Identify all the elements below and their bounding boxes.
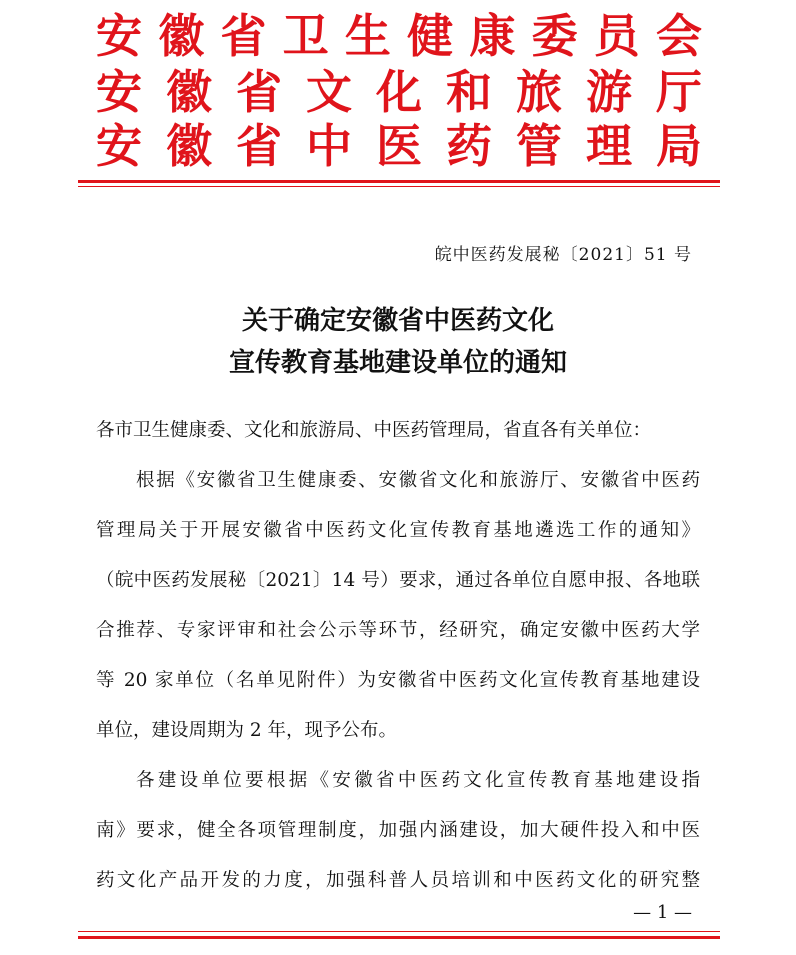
body-line: 等 20 家单位（名单见附件）为安徽省中医药文化宣传教育基地建设	[96, 670, 700, 691]
agency-name-tcm-bureau: 安 徽 省 中 医 药 管 理 局	[96, 119, 702, 173]
body-line: （皖中医药发展秘〔2021〕14 号）要求，通过各单位自愿申报、各地联	[96, 570, 700, 591]
salutation: 各市卫生健康委、文化和旅游局、中医药管理局，省直各有关单位：	[96, 420, 652, 441]
body-line: 管理局关于开展安徽省中医药文化宣传教育基地遴选工作的通知》	[96, 520, 700, 541]
body-line: 南》要求，健全各项管理制度，加强内涵建设，加大硬件投入和中医	[96, 820, 700, 841]
agency-name-health-commission: 安 徽 省 卫 生 健 康 委 员 会	[96, 9, 702, 63]
footer-divider-thin	[78, 931, 720, 932]
page-number: — 1 —	[633, 902, 692, 923]
footer-divider-thick	[78, 936, 720, 939]
document-title-line-2: 宣传教育基地建设单位的通知	[228, 348, 567, 378]
body-line: 根据《安徽省卫生健康委、安徽省文化和旅游厅、安徽省中医药	[136, 470, 700, 491]
header-divider-thick	[78, 180, 720, 183]
body-line: 单位，建设周期为 2 年，现予公布。	[96, 720, 398, 741]
agency-name-culture-tourism: 安 徽 省 文 化 和 旅 游 厅	[96, 65, 702, 119]
body-line: 合推荐、专家评审和社会公示等环节，经研究，确定安徽中医药大学	[96, 620, 700, 641]
document-number: 皖中医药发展秘〔2021〕51 号	[434, 245, 692, 265]
document-title-line-1: 关于确定安徽省中医药文化	[241, 306, 554, 336]
body-line: 各建设单位要根据《安徽省中医药文化宣传教育基地建设指	[136, 770, 700, 791]
body-line: 药文化产品开发的力度，加强科普人员培训和中医药文化的研究整	[96, 870, 700, 891]
header-divider-thin	[78, 186, 720, 187]
